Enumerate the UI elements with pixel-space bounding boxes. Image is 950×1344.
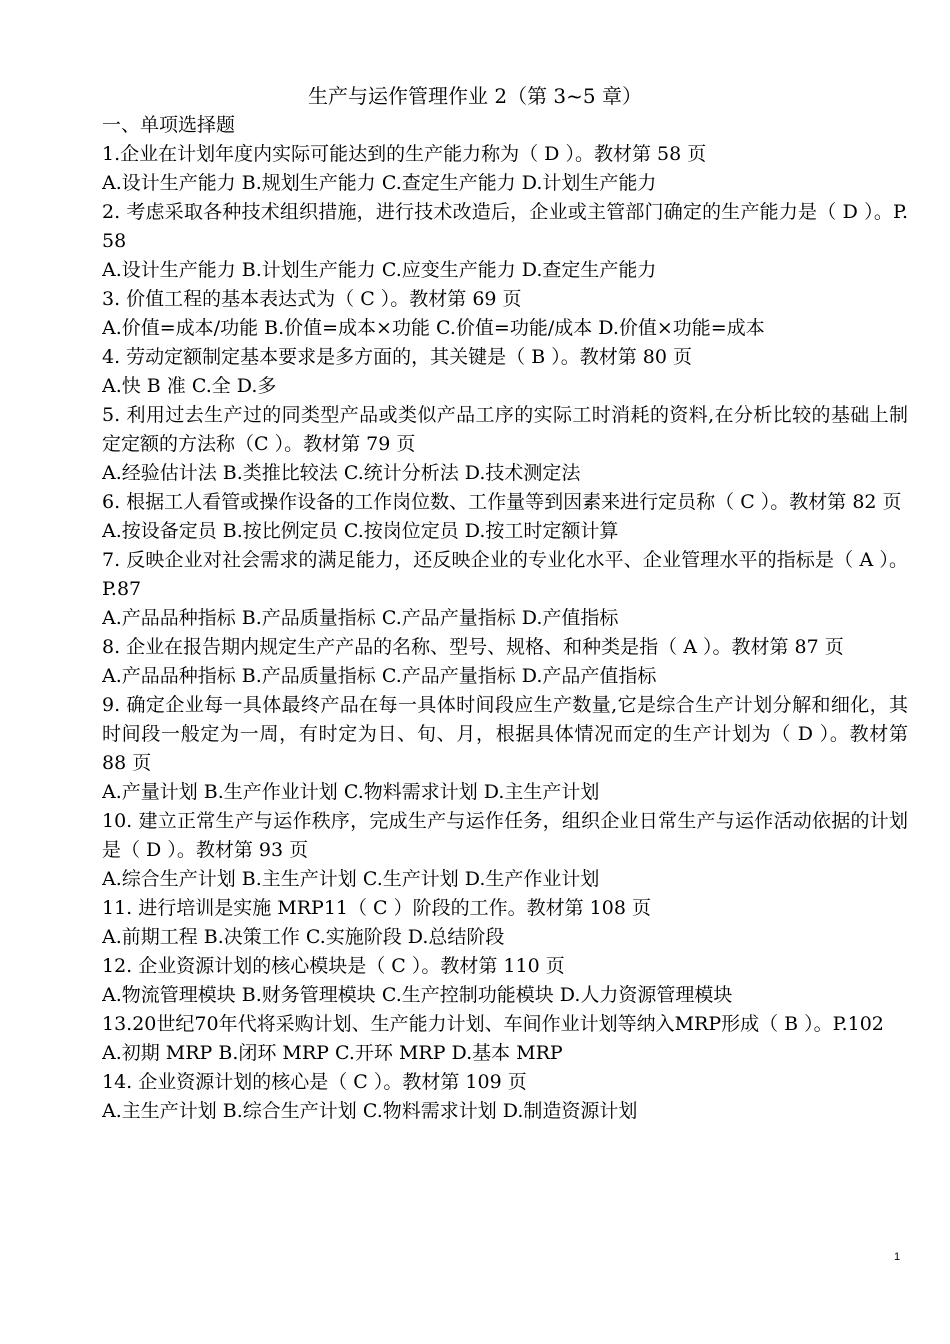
question-stem: 5. 利用过去生产过的同类型产品或类似产品工序的实际工时消耗的资料,在分析比较的基础上制定定额的方法称（C ）。教材第 79 页 [102,404,908,455]
question-stem: 14. 企业资源计划的核心是（ C ）。教材第 109 页 [102,1071,527,1093]
question-options: A.初期 MRP B.闭环 MRP C.开环 MRP D.基本 MRP [102,1042,563,1064]
question-stem: 6. 根据工人看管或操作设备的工作岗位数、工作量等到因素来进行定员称（ C ）。教材第 82 页 [102,491,902,513]
question-stem: 8. 企业在报告期内规定生产产品的名称、型号、规格、和种类是指（ A ）。教材第 87 页 [102,636,844,658]
question-options: A.主生产计划 B.综合生产计划 C.物料需求计划 D.制造资源计划 [102,1100,638,1122]
question-options: A.产品品种指标 B.产品质量指标 C.产品产量指标 D.产值指标 [102,607,619,629]
question-stem: 2. 考虑采取各种技术组织措施，进行技术改造后，企业或主管部门确定的生产能力是（ D ）。P. 58 [102,201,908,252]
question-stem: 4. 劳动定额制定基本要求是多方面的，其关键是（ B ）。教材第 80 页 [102,346,692,368]
question-options: A.综合生产计划 B.主生产计划 C.生产计划 D.生产作业计划 [102,868,600,890]
question-stem: 11. 进行培训是实施 MRP11（ C ）阶段的工作。教材第 108 页 [102,897,651,919]
question-stem: 10. 建立正常生产与运作秩序，完成生产与运作任务，组织企业日常生产与运作活动依据的计划是（ D ）。教材第 93 页 [102,810,908,861]
question-stem: 3. 价值工程的基本表达式为（ C ）。教材第 69 页 [102,288,522,310]
question-options: A.设计生产能力 B.规划生产能力 C.查定生产能力 D.计划生产能力 [102,172,657,194]
question-options: A.产品品种指标 B.产品质量指标 C.产品产量指标 D.产品产值指标 [102,665,657,687]
question-options: A.经验估计法 B.类推比较法 C.统计分析法 D.技术测定法 [102,462,581,484]
document-body [102,111,908,1126]
question-options: A.设计生产能力 B.计划生产能力 C.应变生产能力 D.查定生产能力 [102,259,657,281]
page-number: 1 [894,1251,901,1263]
question-options: A.物流管理模块 B.财务管理模块 C.生产控制功能模块 D.人力资源管理模块 [102,984,733,1006]
question-options: A.快 B 准 C.全 D.多 [102,375,277,397]
question-options: A.前期工程 B.决策工作 C.实施阶段 D.总结阶段 [102,926,505,948]
question-stem: 7. 反映企业对社会需求的满足能力，还反映企业的专业化水平、企业管理水平的指标是（ A ）。P.87 [102,549,908,600]
question-options: A.价值=成本/功能 B.价值=成本×功能 C.价值=功能/成本 D.价值×功能=成本 [102,317,765,339]
question-stem: 12. 企业资源计划的核心模块是（ C ）。教材第 110 页 [102,955,565,977]
question-options: A.按设备定员 B.按比例定员 C.按岗位定员 D.按工时定额计算 [102,520,619,542]
question-stem: 13.20世纪70年代将采购计划、生产能力计划、车间作业计划等纳入MRP形成（ B ）。P.102 [102,1013,884,1035]
section-heading: 一、单项选择题 [102,114,236,136]
question-stem: 9. 确定企业每一具体最终产品在每一具体时间段应生产数量,它是综合生产计划分解和细化，其时间段一般定为一周，有时定为日、旬、月，根据具体情况而定的生产计划为（ D ）。教材第 88 页 [102,694,908,774]
document-title: 生产与运作管理作业 2（第 3~5 章） [307,84,642,108]
question-stem: 1.企业在计划年度内实际可能达到的生产能力称为（ D ）。教材第 58 页 [102,143,707,165]
question-options: A.产量计划 B.生产作业计划 C.物料需求计划 D.主生产计划 [102,781,600,803]
